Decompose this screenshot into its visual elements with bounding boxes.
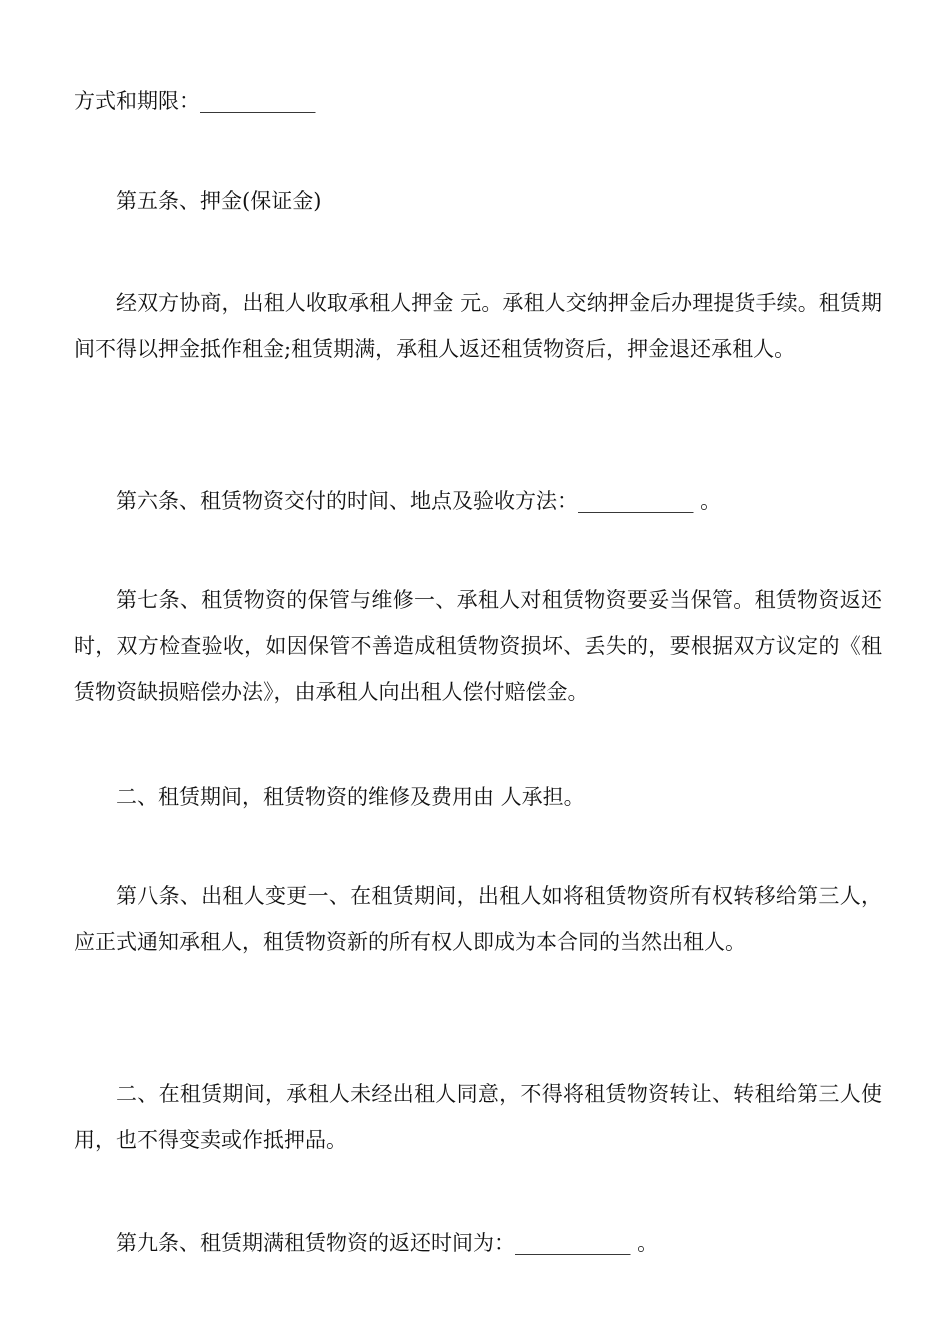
paragraph-article-6: 第六条、租赁物资交付的时间、地点及验收方法：___________ 。 (116, 489, 722, 513)
paragraph-sublease: 二、在租赁期间，承租人未经出租人同意，不得将租赁物资转让、转租给第三人使用，也不得变卖或作抵押品。 (74, 1082, 882, 1152)
paragraph-article-8: 第八条、出租人变更一、在租赁期间，出租人如将租赁物资所有权转移给第三人，应正式通知承租人，租赁物资新的所有权人即成为本合同的当然出租人。 (74, 884, 882, 954)
paragraph-article-9: 第九条、租赁期满租赁物资的返还时间为：___________ 。 (116, 1231, 659, 1255)
paragraph-maintenance: 二、租赁期间，租赁物资的维修及费用由 人承担。 (116, 785, 585, 809)
paragraph-payment-terms: 方式和期限：___________ (74, 89, 316, 113)
paragraph-article-7: 第七条、租赁物资的保管与维修一、承租人对租赁物资要妥当保管。租赁物资返还时，双方检查验收，如因保管不善造成租赁物资损坏、丢失的，要根据双方议定的《租赁物资缺损赔偿办法》，由承租人向出租人偿付赔偿金。 (74, 588, 882, 704)
heading-article-5: 第五条、押金(保证金) (116, 189, 322, 213)
paragraph-deposit: 经双方协商，出租人收取承租人押金 元。承租人交纳押金后办理提货手续。租赁期间不得以押金抵作租金;租赁期满，承租人返还租赁物资后，押金退还承租人。 (74, 291, 882, 361)
